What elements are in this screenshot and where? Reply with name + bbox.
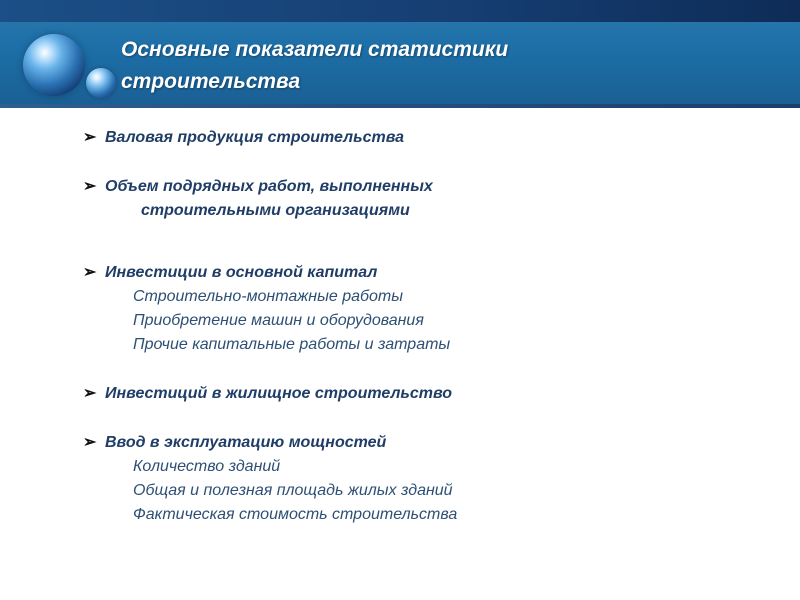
list-item-heading: Объем подрядных работ, выполненных xyxy=(105,178,433,195)
arrow-bullet-icon: ➢ xyxy=(83,178,97,195)
list-subitem: Приобретение машин и оборудования xyxy=(133,312,424,329)
header-divider xyxy=(0,104,800,108)
list-subitem: Общая и полезная площадь жилых зданий xyxy=(133,482,453,499)
list-subitem: Строительно-монтажные работы xyxy=(133,288,404,305)
globe-icon xyxy=(23,34,85,96)
arrow-bullet-icon: ➢ xyxy=(83,129,97,146)
list-item-heading: Инвестиций в жилищное строительство xyxy=(105,385,453,402)
list-item xyxy=(83,261,763,357)
list-item-heading: Ввод в эксплуатацию мощностей xyxy=(105,434,387,451)
slide-header xyxy=(0,0,800,106)
arrow-bullet-icon: ➢ xyxy=(83,264,97,281)
list-item xyxy=(83,175,763,223)
header-top-band xyxy=(0,0,800,22)
list-subitem: Прочие капитальные работы и затраты xyxy=(133,336,451,353)
small-globe-icon xyxy=(86,68,116,98)
list-item-heading: Валовая продукция строительства xyxy=(105,129,405,146)
list-item xyxy=(83,382,763,406)
list-subitem: Количество зданий xyxy=(133,458,281,475)
list-item-heading: Инвестиции в основной капитал xyxy=(105,264,378,281)
list-item xyxy=(83,126,763,150)
slide-title: Основные показатели статистики строительства xyxy=(121,38,509,93)
arrow-bullet-icon: ➢ xyxy=(83,385,97,402)
list-item xyxy=(83,431,763,527)
arrow-bullet-icon: ➢ xyxy=(83,434,97,451)
list-item-heading-continuation: строительными организациями xyxy=(141,202,410,219)
list-subitem: Фактическая стоимость строительства xyxy=(133,506,458,523)
bullet-list xyxy=(83,126,763,527)
